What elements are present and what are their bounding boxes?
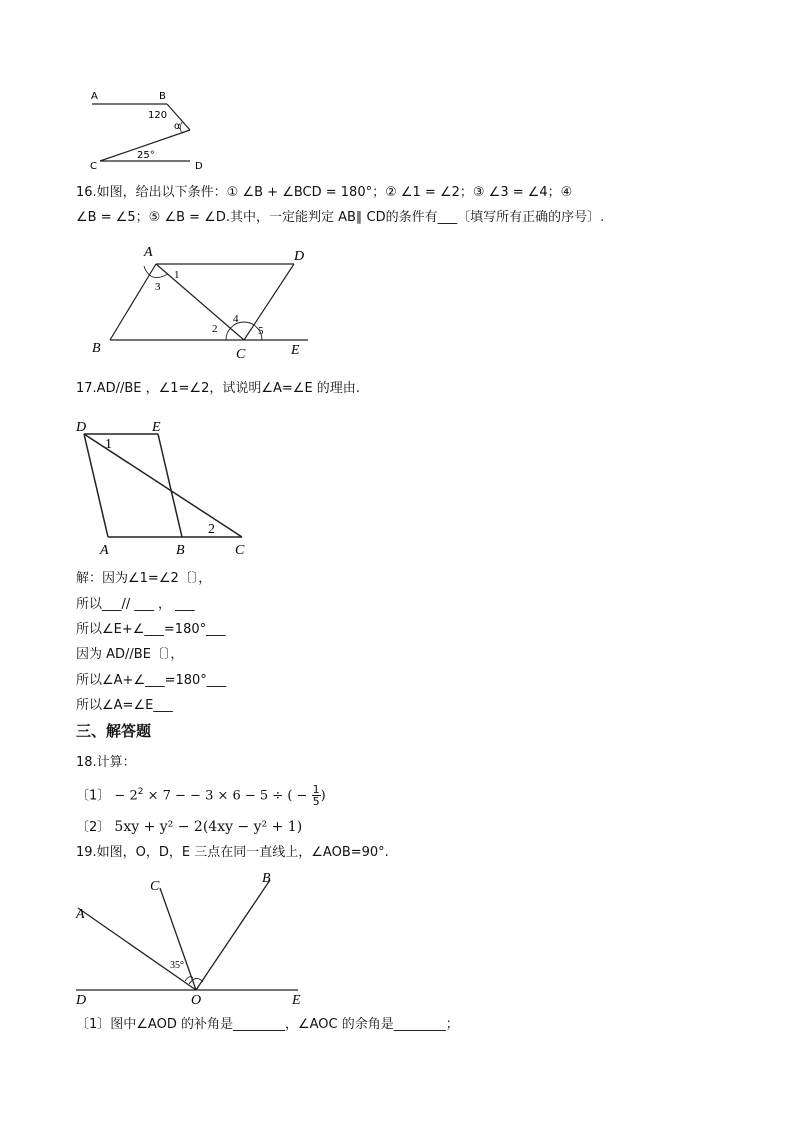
- label-d: D: [195, 161, 203, 172]
- fraction-numerator: 1: [312, 783, 320, 797]
- solution-line-1: 解：因为∠1=∠2〔〕，: [76, 571, 212, 586]
- label-4: 4: [233, 313, 239, 325]
- label-b: B: [262, 871, 271, 886]
- solution-line-2: 所以___// ___ ， ___: [76, 597, 195, 612]
- label-d: D: [76, 993, 87, 1008]
- q18-part2-expr: 5xy + y² − 2(4xy − y² + 1): [114, 819, 303, 835]
- q18-part1-close: ): [320, 788, 326, 804]
- angle-arc-c: [226, 322, 262, 340]
- label-5: 5: [258, 325, 264, 337]
- segment-ab: [110, 264, 156, 340]
- label-120: 120: [148, 110, 168, 121]
- label-1: 1: [105, 437, 112, 452]
- solution-line-3: 所以∠E+∠___=180°___: [76, 622, 226, 637]
- figure-q15: [82, 86, 212, 176]
- q18-part2: [76, 818, 302, 837]
- fraction-one-fifth: [312, 784, 321, 807]
- fraction-denominator: 5: [312, 795, 320, 809]
- ray-ob: [196, 880, 270, 990]
- label-a: A: [144, 245, 153, 260]
- label-25: 25°: [137, 150, 155, 161]
- label-b: B: [159, 91, 166, 102]
- figure-q19: [72, 866, 312, 1008]
- label-d: D: [294, 249, 305, 264]
- label-b: B: [176, 543, 185, 558]
- label-alpha: α: [174, 121, 181, 132]
- label-c: C: [150, 879, 160, 894]
- segment-ac: [156, 264, 244, 340]
- ray-oa: [78, 908, 196, 990]
- label-3: 3: [155, 281, 161, 293]
- segment-eb: [158, 434, 182, 537]
- q18-part1-expr-b: × 7 − − 3 × 6 − 5 ÷ ( −: [147, 788, 308, 804]
- label-2: 2: [208, 522, 215, 537]
- figure-q17: [72, 414, 262, 564]
- q18-part1-label: 〔1〕: [76, 788, 111, 804]
- label-e: E: [152, 420, 161, 435]
- q19-text: 19.如图，O，D，E 三点在同一直线上，∠AOB=90°.: [76, 845, 389, 860]
- label-c: C: [90, 161, 97, 172]
- label-b: B: [92, 341, 101, 356]
- ray-oc: [160, 888, 196, 990]
- label-c: C: [236, 347, 246, 362]
- label-c: C: [235, 543, 245, 558]
- label-35: 35°: [170, 960, 184, 971]
- q18-part2-label: 〔2〕: [76, 820, 111, 835]
- label-a: A: [76, 907, 85, 922]
- section-heading: 三、解答题: [76, 722, 152, 740]
- q18-part1: [76, 783, 326, 807]
- label-e: E: [291, 343, 300, 358]
- q18-part1-expr-a: − 2: [114, 788, 138, 804]
- figure-q16: [86, 240, 326, 364]
- segment-cd: [244, 264, 294, 340]
- q18-title: 18.计算：: [76, 755, 136, 770]
- q16-line2: ∠B = ∠5；⑤ ∠B = ∠D.其中，一定能判定 AB∥ CD的条件有___〔填写所有正确的序号〕.: [76, 210, 605, 225]
- q17-text: 17.AD//BE ，∠1=∠2，试说明∠A=∠E 的理由.: [76, 381, 360, 396]
- label-e: E: [292, 993, 301, 1008]
- solution-line-6: 所以∠A=∠E___: [76, 698, 173, 713]
- label-1: 1: [174, 269, 180, 281]
- solution-line-5: 所以∠A+∠___=180°___: [76, 673, 227, 688]
- label-2: 2: [212, 323, 218, 335]
- label-d: D: [76, 420, 87, 435]
- label-o: O: [191, 993, 202, 1008]
- angle-arc-alpha: [180, 122, 183, 133]
- solution-line-4: 因为 AD//BE〔〕，: [76, 647, 184, 662]
- q19-part1: 〔1〕图中∠AOD 的补角是________，∠AOC 的余角是________；: [76, 1017, 459, 1032]
- label-a: A: [91, 91, 98, 102]
- label-a: A: [100, 543, 109, 558]
- q16-line1: 16.如图，给出以下条件：① ∠B + ∠BCD = 180°；② ∠1 = ∠2；③ ∠3 = ∠4；④: [76, 185, 573, 200]
- q18-part1-exponent: 2: [137, 787, 144, 797]
